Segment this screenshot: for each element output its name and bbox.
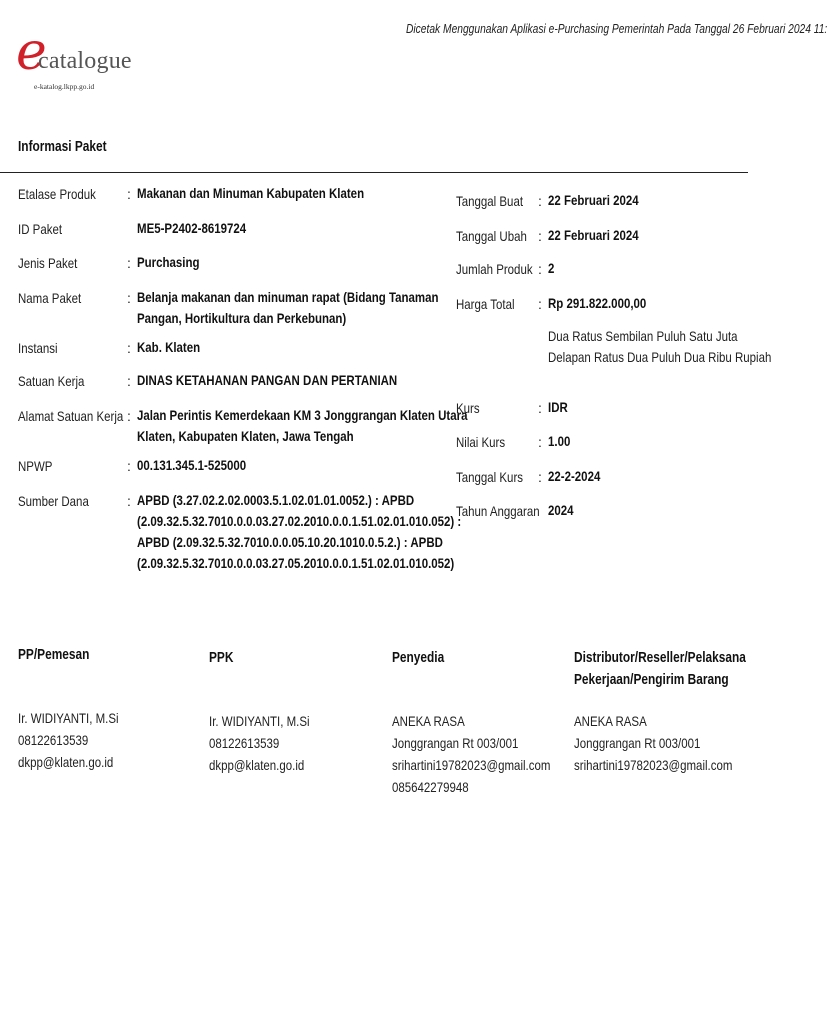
field-label-nilai-kurs: Nilai Kurs [456, 434, 506, 450]
field-label-etalase: Etalase Produk [18, 186, 96, 202]
field-value-instansi: Kab. Klaten [137, 339, 201, 355]
field-value-alamat: Jalan Perintis Kemerdekaan KM 3 Jonggrangan Klaten Utara Klaten, Kabupaten Klaten, Jawa Tengah [137, 407, 468, 444]
party-contact-distributor: ANEKA RASA Jonggrangan Rt 003/001 srihartini19782023@gmail.com [574, 713, 733, 773]
field-label-jenis-paket: Jenis Paket [18, 255, 78, 271]
field-colon: : [538, 261, 542, 277]
field-label-instansi: Instansi [18, 340, 58, 356]
party-contact-ppk: Ir. WIDIYANTI, M.Si 08122613539 dkpp@klaten.go.id [209, 713, 310, 773]
field-value-jenis-paket: Purchasing [137, 254, 200, 270]
field-value-nilai-kurs: 1.00 [548, 433, 571, 449]
party-contact-pemesan: Ir. WIDIYANTI, M.Si 08122613539 dkpp@klaten.go.id [18, 710, 119, 770]
party-role-penyedia: Penyedia [392, 650, 445, 666]
harga-terbilang: Dua Ratus Sembilan Puluh Satu Juta Delapan Ratus Dua Puluh Dua Ribu Rupiah [548, 328, 772, 365]
field-value-tanggal-ubah: 22 Februari 2024 [548, 227, 639, 243]
field-label-tanggal-buat: Tanggal Buat [456, 193, 524, 209]
logo-e-glyph: e [16, 22, 47, 82]
field-value-tanggal-buat: 22 Februari 2024 [548, 192, 639, 208]
field-colon: : [127, 340, 131, 356]
field-value-nama-paket: Belanja makanan dan minuman rapat (Bidang Tanaman Pangan, Hortikultura dan Perkebunan) [137, 289, 439, 326]
party-role-distributor: Distributor/Reseller/Pelaksana Pekerjaan/Pengirim Barang [574, 650, 746, 688]
field-colon: : [127, 493, 131, 509]
field-label-satuan-kerja: Satuan Kerja [18, 373, 85, 389]
field-value-tanggal-kurs: 22-2-2024 [548, 468, 601, 484]
logo-wordmark: catalogue [38, 48, 132, 74]
field-colon: : [127, 373, 131, 389]
field-colon: : [538, 469, 542, 485]
logo-url: e-katalog.lkpp.go.id [34, 82, 95, 91]
field-label-npwp: NPWP [18, 458, 53, 474]
field-value-tahun-anggaran: 2024 [548, 502, 574, 518]
field-value-kurs: IDR [548, 399, 568, 415]
field-label-harga-total: Harga Total [456, 296, 515, 312]
field-colon: : [127, 408, 131, 424]
field-label-nama-paket: Nama Paket [18, 290, 82, 306]
section-title: Informasi Paket [18, 139, 107, 155]
field-colon: : [127, 186, 131, 202]
section-divider [0, 172, 748, 173]
field-label-jumlah-produk: Jumlah Produk [456, 261, 533, 277]
field-colon: : [538, 228, 542, 244]
field-label-tahun-anggaran: Tahun Anggaran [456, 503, 540, 519]
field-label-id-paket: ID Paket [18, 221, 63, 237]
field-value-sumber-dana: APBD (3.27.02.2.02.0003.5.1.02.01.01.0052.) : APBD (2.09.32.5.32.7010.0.0.03.27.02.2010.0.0.1.51.02.01.010.052) : APBD (2.09.32.5.32.7010.0.0.05.10.20.1010.0.5.2.) : APBD (2.09.32.5.32.7010.0.0.03.27.05.2010.0.0.1.51.02.01.010.052) [137, 492, 462, 571]
field-label-alamat: Alamat Satuan Kerja [18, 408, 124, 424]
field-label-tanggal-kurs: Tanggal Kurs [456, 469, 524, 485]
party-role-ppk: PPK [209, 650, 234, 666]
field-colon: : [538, 296, 542, 312]
field-colon: : [538, 434, 542, 450]
ecatalogue-logo [16, 22, 132, 94]
party-role-pemesan: PP/Pemesan [18, 647, 90, 663]
print-timestamp-note: Dicetak Menggunakan Aplikasi e-Purchasing Pemerintah Pada Tanggal 26 Februari 2024 11: [406, 22, 827, 36]
party-contact-penyedia: ANEKA RASA Jonggrangan Rt 003/001 srihartini19782023@gmail.com 085642279948 [392, 713, 551, 795]
field-colon: : [538, 400, 542, 416]
field-label-tanggal-ubah: Tanggal Ubah [456, 228, 527, 244]
field-colon: : [127, 458, 131, 474]
field-label-sumber-dana: Sumber Dana [18, 493, 89, 509]
field-value-jumlah-produk: 2 [548, 260, 555, 276]
field-value-id-paket: ME5-P2402-8619724 [137, 220, 247, 236]
field-colon: : [538, 193, 542, 209]
field-colon: : [127, 290, 131, 306]
field-colon: : [127, 255, 131, 271]
field-value-satuan-kerja: DINAS KETAHANAN PANGAN DAN PERTANIAN [137, 372, 398, 388]
field-value-etalase: Makanan dan Minuman Kabupaten Klaten [137, 185, 365, 201]
field-label-kurs: Kurs [456, 400, 480, 416]
field-value-npwp: 00.131.345.1-525000 [137, 457, 247, 473]
field-value-harga-total: Rp 291.822.000,00 [548, 295, 647, 311]
